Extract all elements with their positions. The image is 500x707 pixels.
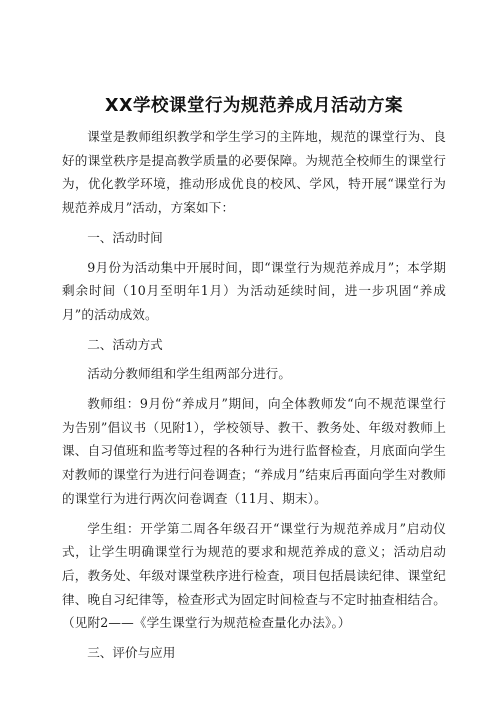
section-body-student-group: 学生组：开学第二周各年级召开“课堂行为规范养成月”启动仪式，让学生明确课堂行为规范的要求和规范养成的意义；活动启动后，教务处、年级对课堂秩序进行检查，项目包括晨读纪律、课堂纪律、晚自习纪律等，检查形式为固定时间检查与不定时抽查相结合。（见附2——《学生课堂行为规范检查量化办法》。） — [62, 520, 446, 631]
section-heading-method: 二、活动方式 — [87, 336, 163, 352]
section-body-method-lead: 活动分教师组和学生组两部分进行。 — [87, 366, 292, 382]
section-body-time: 9月份为活动集中开展时间，即“课堂行为规范养成月”；本学期剩余时间（10月至明年1月）为活动延续时间，进一步巩固“养成月”的活动成效。 — [62, 259, 446, 322]
section-heading-time: 一、活动时间 — [87, 229, 163, 245]
section-body-teacher-group: 教师组：9月份“养成月”期间，向全体教师发“向不规范课堂行为告别”倡议书（见附1），学校领导、教干、教务处、年级对教师上课、自习值班和监考等过程的各种行为进行监督检查，月底面向学生对教师的课堂行为进行问卷调查；“养成月”结束后再面向学生对教师的课堂行为进行两次问卷调查（11月、期末）。 — [62, 396, 446, 506]
intro-paragraph: 课堂是教师组织教学和学生学习的主阵地，规范的课堂行为、良好的课堂秩序是提高教学质量的必要保障。为规范全校师生的课堂行为，优化教学环境，推动形成优良的校风、学风，特开展“课堂行为规范养成月”活动，方案如下： — [62, 129, 446, 216]
section-heading-evaluation: 三、评价与应用 — [87, 645, 176, 661]
document-title: XX学校课堂行为规范养成月活动方案 — [105, 96, 403, 116]
